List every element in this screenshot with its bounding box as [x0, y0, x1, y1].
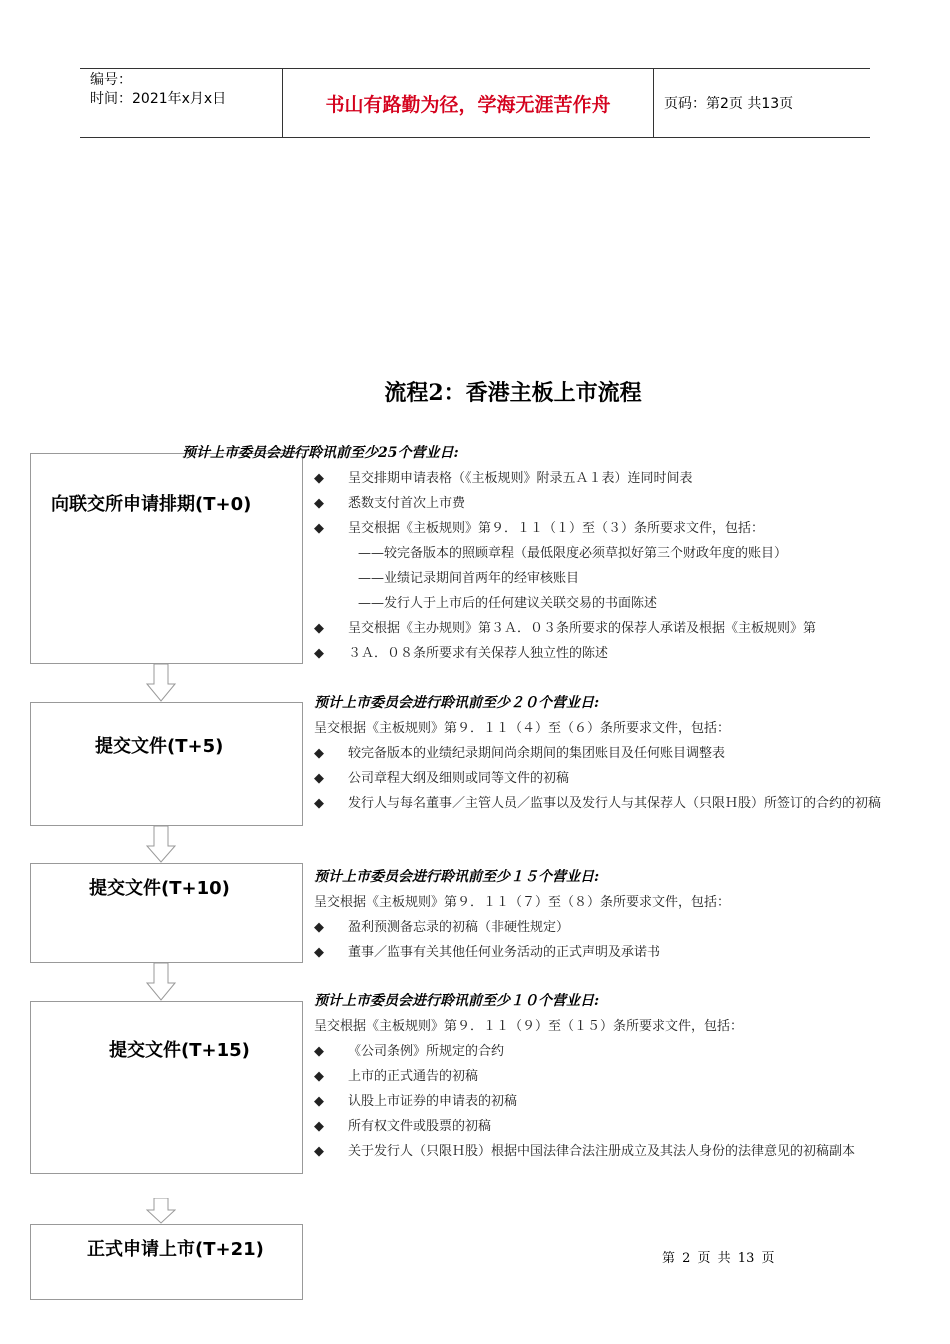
page-footer: 第 2 页 共 13 页	[662, 1251, 775, 1266]
list-item: ◆ 盈利预测备忘录的初稿（非硬性规定）	[314, 915, 914, 940]
list-item: ◆ 公司章程大纲及细则或同等文件的初稿	[314, 766, 914, 791]
list-item: ◆ 较完备版本的业绩纪录期间尚余期间的集团账目及任何账目调整表	[314, 741, 914, 766]
step-1-details	[182, 441, 914, 666]
flow-box-label: 提交文件(T+15)	[109, 1040, 250, 1061]
diamond-bullet-icon: ◆	[314, 796, 324, 811]
header-time: 时间：2021年x月x日	[90, 91, 227, 107]
diamond-bullet-icon: ◆	[314, 1144, 324, 1159]
diamond-bullet-icon: ◆	[314, 771, 324, 786]
step-intro: 呈交根据《主板规则》第９．１１（４）至（６）条所要求文件，包括：	[314, 721, 731, 736]
diamond-bullet-icon: ◆	[314, 646, 324, 661]
diamond-bullet-icon: ◆	[314, 496, 324, 511]
list-item: ◆ 《公司条例》所规定的合约	[314, 1039, 914, 1064]
down-arrow-icon	[146, 1198, 176, 1224]
down-arrow-icon	[146, 826, 176, 863]
list-subitem: ——发行人于上市后的任何建议关联交易的书面陈述	[358, 596, 658, 611]
header-page: 页码：第2页 共13页	[664, 96, 794, 112]
step-4-details	[314, 989, 914, 1164]
flow-box-label: 提交文件(T+10)	[89, 878, 230, 899]
diamond-bullet-icon: ◆	[314, 521, 324, 536]
diamond-bullet-icon: ◆	[314, 1044, 324, 1059]
list-item: ◆ 关于发行人（只限Ｈ股）根据中国法律合法注册成立及其法人身份的法律意见的初稿副本	[314, 1139, 908, 1164]
flow-box-step-2	[30, 702, 303, 826]
step-heading: 预计上市委员会进行聆讯前至少１０个营业日:	[314, 993, 600, 1009]
list-item: ◆ 董事／监事有关其他任何业务活动的正式声明及承诺书	[314, 940, 914, 965]
flow-box-step-5	[30, 1224, 303, 1300]
diamond-bullet-icon: ◆	[314, 471, 324, 486]
list-item: ◆ 呈交根据《主板规则》第９．１１（１）至（３）条所要求文件，包括：	[314, 516, 914, 541]
flow-box-step-4	[30, 1001, 303, 1174]
flow-box-step-1	[30, 453, 303, 664]
step-intro: 呈交根据《主板规则》第９．１１（９）至（１５）条所要求文件，包括：	[314, 1019, 744, 1034]
list-item: ◆ 呈交排期申请表格（《主板规则》附录五Ａ１表）连同时间表	[314, 466, 914, 491]
list-item: ◆ 上市的正式通告的初稿	[314, 1064, 914, 1089]
page-header	[80, 68, 870, 138]
page-title: 流程2：香港主板上市流程	[384, 380, 642, 406]
diamond-bullet-icon: ◆	[314, 1119, 324, 1134]
step-3-details	[314, 865, 914, 965]
list-subitem: ——较完备版本的照顾章程（最低限度必须草拟好第三个财政年度的账目）	[358, 546, 788, 561]
list-subitem: ——业绩记录期间首两年的经审核账目	[358, 571, 580, 586]
step-2-details	[314, 691, 914, 816]
list-item: ◆ 发行人与每名董事／主管人员／监事以及发行人与其保荐人（只限Ｈ股）所签订的合约的初稿	[314, 791, 908, 816]
step-heading: 预计上市委员会进行聆讯前至少１５个营业日:	[314, 869, 600, 885]
step-heading: 预计上市委员会进行聆讯前至少２０个营业日:	[314, 695, 600, 711]
list-item: ◆ 呈交根据《主办规则》第３Ａ．０３条所要求的保荐人承诺及根据《主板规则》第	[314, 616, 914, 641]
list-item: ◆ 认股上市证券的申请表的初稿	[314, 1089, 914, 1114]
diamond-bullet-icon: ◆	[314, 920, 324, 935]
diamond-bullet-icon: ◆	[314, 1069, 324, 1084]
diamond-bullet-icon: ◆	[314, 945, 324, 960]
diamond-bullet-icon: ◆	[314, 746, 324, 761]
list-item: ◆ 悉数支付首次上市费	[314, 491, 914, 516]
diamond-bullet-icon: ◆	[314, 1094, 324, 1109]
header-meta	[80, 69, 282, 137]
step-heading: 预计上市委员会进行聆讯前至少25个营业日:	[182, 445, 459, 461]
down-arrow-icon	[146, 963, 176, 1001]
flow-box-label: 正式申请上市(T+21)	[87, 1239, 264, 1260]
step-intro: 呈交根据《主板规则》第９．１１（７）至（８）条所要求文件，包括：	[314, 895, 731, 910]
list-item: ◆ ３Ａ．０８条所要求有关保荐人独立性的陈述	[314, 641, 914, 666]
header-number: 编号：	[90, 72, 132, 88]
flow-box-step-3	[30, 863, 303, 963]
diamond-bullet-icon: ◆	[314, 621, 324, 636]
list-item: ◆ 所有权文件或股票的初稿	[314, 1114, 914, 1139]
header-motto: 书山有路勤为径，学海无涯苦作舟	[282, 69, 654, 137]
flow-box-label: 向联交所申请排期(T+0)	[51, 494, 252, 515]
down-arrow-icon	[146, 664, 176, 702]
flow-box-label: 提交文件(T+5)	[95, 736, 224, 757]
